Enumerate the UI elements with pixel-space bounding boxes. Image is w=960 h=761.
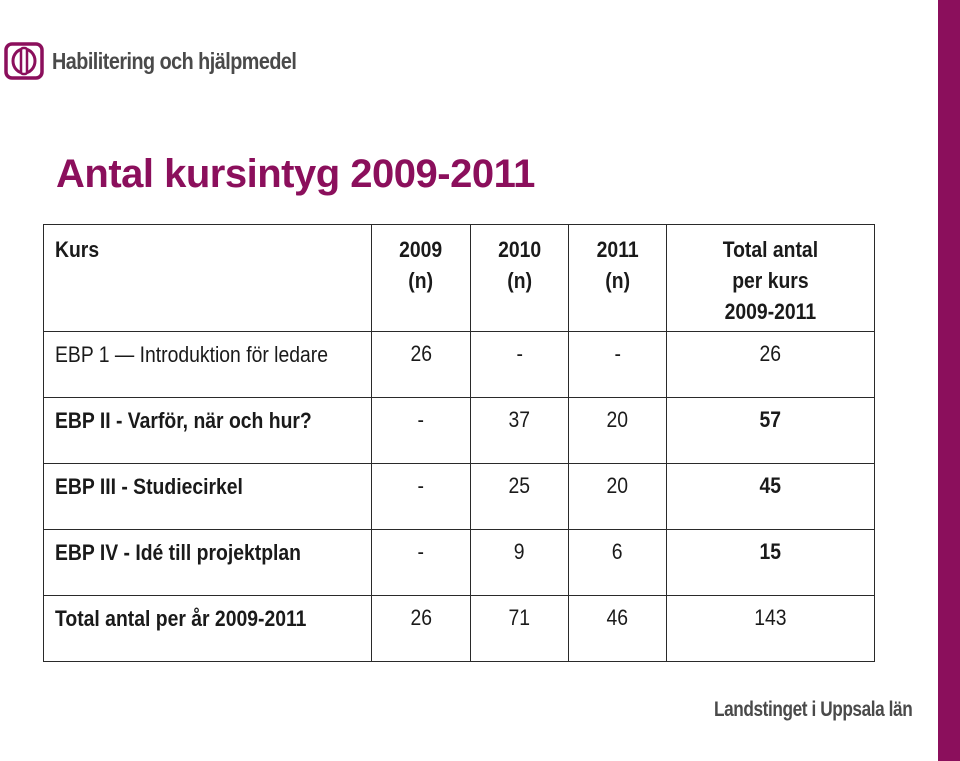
value-2009-text: - [417, 473, 425, 498]
row-value-2010 [470, 596, 568, 662]
header-2010 [470, 225, 568, 332]
course-name-text: EBP 1 — Introduktion för ledare [55, 342, 328, 367]
course-name-text: Total antal per år 2009-2011 [55, 606, 307, 631]
header-total [667, 225, 875, 332]
table-header-row [44, 225, 875, 332]
row-value-total [667, 332, 875, 398]
value-2010-text: 37 [508, 407, 530, 432]
header-2009-year: 2009 [399, 237, 443, 262]
value-2010-text: 25 [508, 473, 530, 498]
value-2011-text: - [614, 341, 621, 366]
table-total-row [44, 596, 875, 662]
row-value-2010 [470, 332, 568, 398]
row-value-2010 [470, 464, 568, 530]
row-course-name [44, 530, 372, 596]
value-2011-text: 20 [606, 473, 629, 498]
logo-emblem-icon [4, 42, 44, 80]
row-value-2009 [372, 464, 470, 530]
table-row [44, 332, 875, 398]
row-value-total [667, 464, 875, 530]
header-kurs [44, 225, 372, 332]
row-course-name [44, 596, 372, 662]
footer-organization: Landstinget i Uppsala län [714, 698, 913, 721]
header-2009-unit: (n) [408, 268, 434, 293]
course-name-text: EBP IV - Idé till projektplan [55, 540, 302, 565]
header-2010-year: 2010 [497, 237, 541, 262]
row-value-2011 [568, 398, 666, 464]
header-kurs-label: Kurs [55, 237, 100, 262]
row-value-2009 [372, 398, 470, 464]
value-total-text: 45 [759, 473, 782, 498]
header-2010-unit: (n) [506, 268, 532, 293]
header-2011-unit: (n) [605, 268, 630, 293]
course-name-text: EBP III - Studiecirkel [55, 474, 243, 499]
row-value-2011 [568, 332, 666, 398]
row-course-name [44, 332, 372, 398]
table-row [44, 398, 875, 464]
value-2011-text: 46 [606, 605, 629, 630]
row-value-2009 [372, 530, 470, 596]
side-accent-bar [938, 0, 960, 761]
row-value-2011 [568, 464, 666, 530]
header-total-line2: per kurs [732, 268, 809, 293]
header-2011 [568, 225, 666, 332]
value-total-text: 57 [759, 407, 782, 432]
table-row [44, 464, 875, 530]
value-total-text: 26 [759, 341, 782, 366]
value-2011-text: 6 [612, 539, 623, 564]
row-value-2011 [568, 596, 666, 662]
row-value-total [667, 530, 875, 596]
value-2010-text: 71 [508, 605, 530, 630]
header-total-line1: Total antal [722, 237, 819, 262]
header-total-line3: 2009-2011 [724, 299, 817, 324]
row-value-2010 [470, 530, 568, 596]
value-2010-text: - [515, 341, 523, 366]
value-2010-text: 9 [513, 539, 525, 564]
value-total-text: 143 [754, 605, 787, 630]
value-total-text: 15 [759, 539, 782, 564]
row-value-total [667, 398, 875, 464]
row-value-2009 [372, 332, 470, 398]
row-value-2011 [568, 530, 666, 596]
row-value-2010 [470, 398, 568, 464]
value-2011-text: 20 [606, 407, 629, 432]
table-row [44, 530, 875, 596]
row-course-name [44, 464, 372, 530]
row-value-2009 [372, 596, 470, 662]
value-2009-text: - [417, 407, 425, 432]
page-title: Antal kursintyg 2009-2011 [56, 152, 535, 196]
value-2009-text: 26 [410, 605, 432, 630]
logo-text: Habilitering och hjälpmedel [52, 47, 297, 74]
value-2009-text: 26 [410, 341, 432, 366]
header-2009 [372, 225, 470, 332]
brand-logo [4, 42, 336, 80]
row-value-total [667, 596, 875, 662]
row-course-name [44, 398, 372, 464]
course-certificates-table [43, 224, 875, 662]
header-2011-year: 2011 [596, 237, 639, 262]
value-2009-text: - [417, 539, 425, 564]
course-name-text: EBP II - Varför, när och hur? [55, 408, 312, 433]
